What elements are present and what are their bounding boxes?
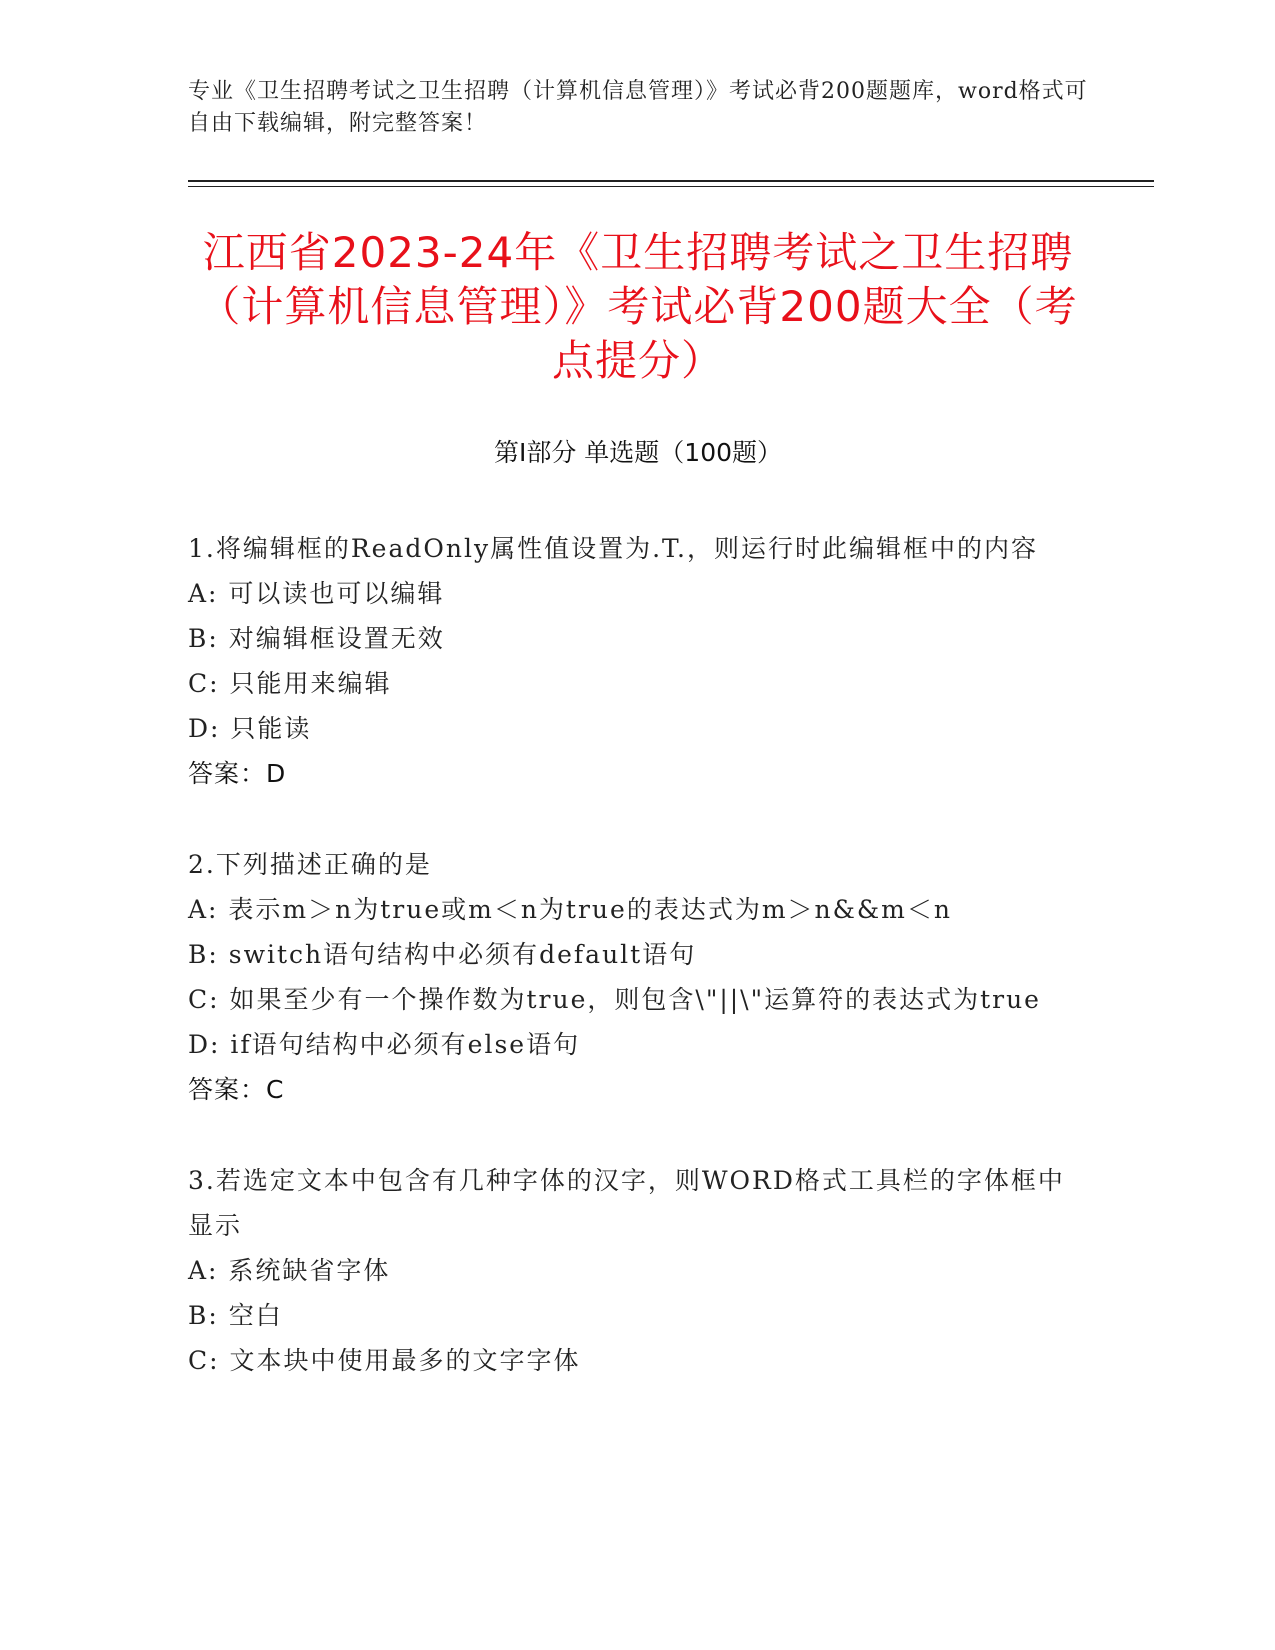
- question-stem: 3.若选定文本中包含有几种字体的汉字，则WORD格式工具栏的字体框中显示: [188, 1166, 1065, 1240]
- document-title: 江西省2023-24年《卫生招聘考试之卫生招聘（计算机信息管理）》考试必背200题大全（考点提分）: [198, 228, 1078, 385]
- header-divider: [188, 180, 1154, 182]
- answer: 答案：D: [188, 759, 287, 788]
- option-a: A: 系统缺省字体: [188, 1256, 391, 1285]
- option-c: C: 文本块中使用最多的文字字体: [188, 1346, 581, 1375]
- option-d: D: if语句结构中必须有else语句: [188, 1030, 581, 1059]
- answer: 答案：C: [188, 1075, 285, 1104]
- question-2: [188, 842, 1068, 1112]
- option-b: B: switch语句结构中必须有default语句: [188, 940, 697, 969]
- header-divider-thin: [188, 186, 1154, 187]
- option-b: B: 空白: [188, 1301, 283, 1330]
- option-c: C: 只能用来编辑: [188, 669, 392, 698]
- option-a: A: 表示m＞n为true或m＜n为true的表达式为m＞n&&m＜n: [188, 895, 952, 924]
- option-a: A: 可以读也可以编辑: [188, 579, 445, 608]
- option-c: C: 如果至少有一个操作数为true，则包含\"||\"运算符的表达式为true: [188, 985, 1041, 1014]
- section-title: 第Ⅰ部分 单选题（100题）: [493, 438, 783, 467]
- question-stem: 1.将编辑框的ReadOnly属性值设置为.T.，则运行时此编辑框中的内容: [188, 534, 1038, 563]
- question-3: [188, 1158, 1068, 1383]
- header-note: 专业《卫生招聘考试之卫生招聘（计算机信息管理）》考试必背200题题库，word格式可自由下载编辑，附完整答案！: [188, 79, 1088, 136]
- question-stem: 2.下列描述正确的是: [188, 850, 432, 879]
- option-b: B: 对编辑框设置无效: [188, 624, 445, 653]
- question-list: [188, 526, 1068, 1429]
- option-d: D: 只能读: [188, 714, 312, 743]
- question-1: [188, 526, 1068, 796]
